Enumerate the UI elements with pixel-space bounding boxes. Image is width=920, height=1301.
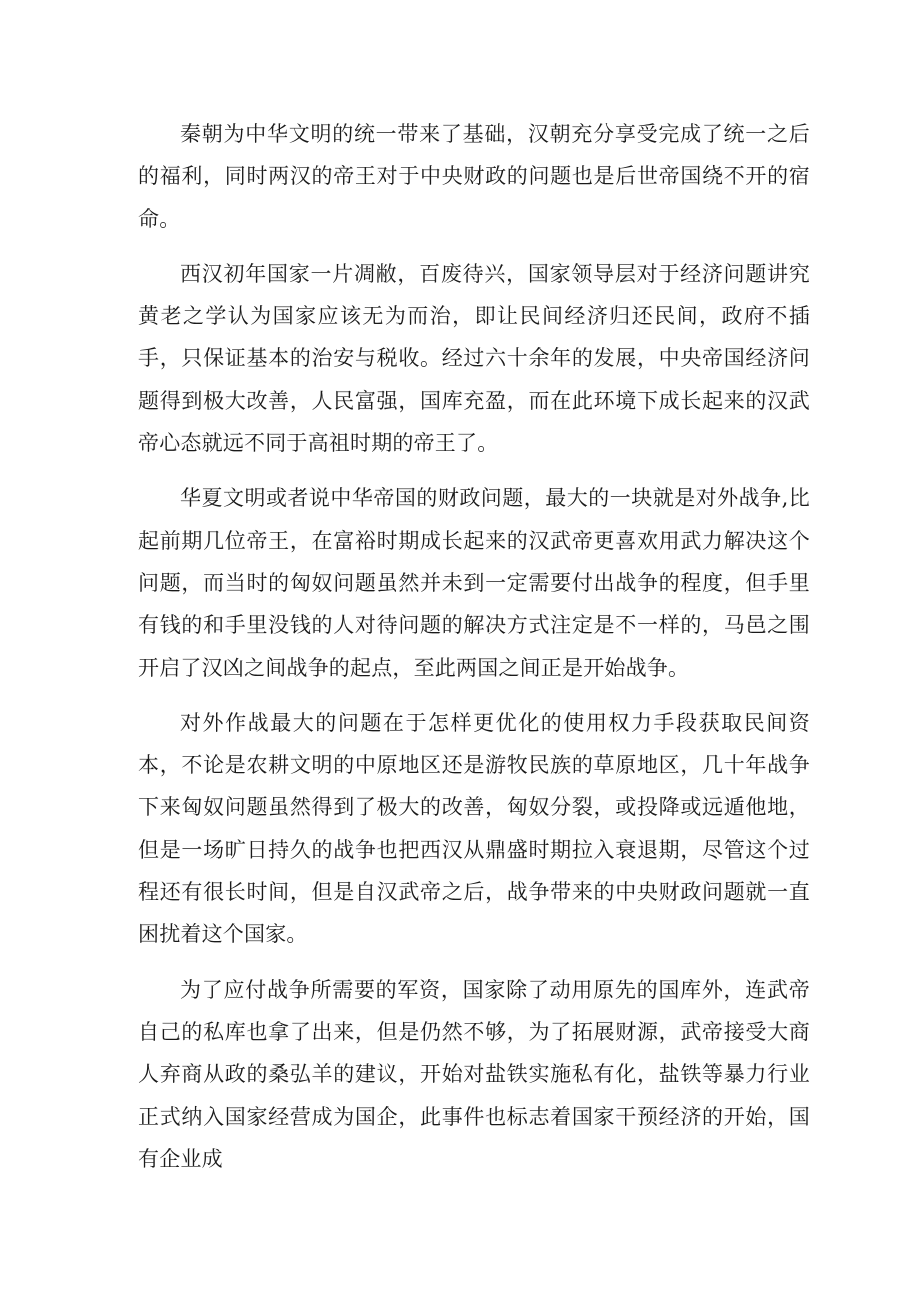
document-body (138, 113, 810, 1193)
paragraph-2: 西汉初年国家一片凋敝，百废待兴，国家领导层对于经济问题讲究黄老之学认为国家应该无为而治，即让民间经济归还民间，政府不插手，只保证基本的治安与税收。经过六十余年的发展，中央帝国经济问题得到极大改善，人民富强，国库充盈，而在此环境下成长起来的汉武帝心态就远不同于高祖时期的帝王了。 (138, 261, 810, 456)
paragraph-4: 对外作战最大的问题在于怎样更优化的使用权力手段获取民间资本，不论是农耕文明的中原地区还是游牧民族的草原地区，几十年战争下来匈奴问题虽然得到了极大的改善，匈奴分裂，或投降或远遁他地，但是一场旷日持久的战争也把西汉从鼎盛时期拉入衰退期，尽管这个过程还有很长时间，但是自汉武帝之后，战争带来的中央财政问题就一直困扰着这个国家。 (138, 710, 810, 947)
paragraph-1: 秦朝为中华文明的统一带来了基础，汉朝充分享受完成了统一之后的福利，同时两汉的帝王对于中央财政的问题也是后世帝国绕不开的宿命。 (138, 122, 810, 231)
paragraph-5: 为了应付战争所需要的军资，国家除了动用原先的国库外，连武帝自己的私库也拿了出来，但是仍然不够，为了拓展财源，武帝接受大商人弃商从政的桑弘羊的建议，开始对盐铁实施私有化，盐铁等暴力行业正式纳入国家经营成为国企，此事件也标志着国家干预经济的开始，国有企业成 (138, 977, 810, 1171)
paragraph-3: 华夏文明或者说中华帝国的财政问题，最大的一块就是对外战争,比起前期几位帝王，在富裕时期成长起来的汉武帝更喜欢用武力解决这个问题，而当时的匈奴问题虽然并未到一定需要付出战争的程度，但手里有钱的和手里没钱的人对待问题的解决方式注定是不一样的，马邑之围开启了汉凶之间战争的起点，至此两国之间正是开始战争。 (138, 486, 810, 680)
